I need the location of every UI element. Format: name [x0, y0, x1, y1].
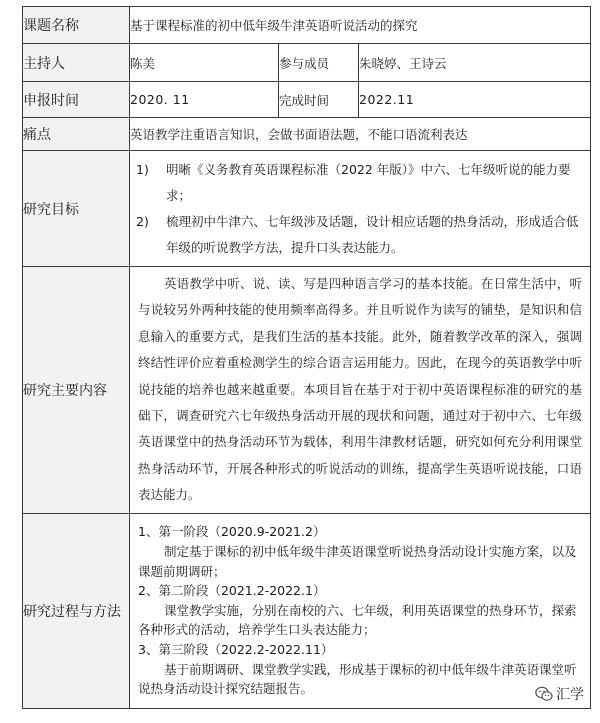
- finish-time-value: 2022.11: [359, 82, 591, 118]
- row-content: [23, 267, 591, 514]
- members-value: 朱晓婷、王诗云: [359, 44, 591, 82]
- row-host: [23, 44, 591, 82]
- goal-label: 研究目标: [23, 151, 130, 267]
- title-label: 课题名称: [23, 7, 130, 44]
- stage-description: 课堂教学实施，分别在南校的六、七年级，利用英语课堂的热身环节，探索各种形式的活动，培养学生口头表达能力；: [138, 602, 577, 638]
- content-text: 英语教学中听、说、读、写是四种语言学习的基本技能。在日常生活中，听与说较另外两种技能的使用频率高得多。并且听说作为读写的铺垫，是知识和信息输入的重要方式，是我们生活的基本技能。此外，随着教学改革的深入，强调终结性评价应着重检测学生的综合语言运用能力。因此，在现今的英语教学中听说技能的培养也越来越重要。本项目旨在基于对于初中英语课程标准的研究的基础下，调查研究六七年级热身活动开展的现状和问题，通过对于初中六、七年级英语课堂中的热身活动环节为载体，利用牛津教材话题，研究如何充分利用课堂热身活动环节，开展各种形式的听说活动的训练，提高学生英语听说技能，口语表达能力。: [138, 276, 582, 503]
- goal-text: 明晰《义务教育英语课程标准（2022 年版）》中六、七年级听说的能力要求；: [166, 161, 571, 203]
- goal-item: [134, 209, 582, 261]
- row-process: [23, 513, 591, 708]
- host-label: 主持人: [23, 44, 130, 82]
- goal-number: 1): [136, 161, 149, 177]
- goal-cell: [130, 151, 591, 267]
- apply-time-label: 申报时间: [23, 82, 130, 118]
- process-list: [130, 518, 590, 702]
- stage-description: 制定基于课标的初中低年级牛津英语课堂听说热身活动设计实施方案，以及课题前期调研；: [138, 544, 577, 579]
- finish-time-label: 完成时间: [279, 82, 359, 118]
- project-form-table: [22, 6, 591, 709]
- watermark: [535, 684, 584, 704]
- goal-number: 2): [136, 213, 149, 229]
- row-goals: [23, 151, 591, 267]
- row-pain: [23, 118, 591, 151]
- watermark-text: 汇学: [556, 687, 584, 703]
- stage-title: 1、第一阶段（2020.9-2021.2）: [138, 524, 326, 540]
- stage-title: 2、第二阶段（2021.2-2022.1）: [138, 583, 326, 599]
- row-title: [23, 7, 591, 44]
- wechat-logo-icon: [535, 686, 553, 702]
- goal-list: [130, 155, 590, 263]
- row-time: [23, 82, 591, 118]
- content-cell: [130, 267, 591, 514]
- apply-time-value: 2020. 11: [130, 82, 279, 118]
- process-cell: [130, 513, 591, 708]
- pain-label: 痛点: [23, 118, 130, 151]
- title-value: 基于课程标准的初中低年级牛津英语听说活动的探究: [130, 7, 591, 44]
- pain-value: 英语教学注重语言知识，会做书面语法题，不能口语流利表达: [130, 118, 591, 151]
- host-value: 陈美: [130, 44, 279, 82]
- process-label: 研究过程与方法: [23, 513, 130, 708]
- members-label: 参与成员: [279, 44, 359, 82]
- content-label: 研究主要内容: [23, 267, 130, 514]
- goal-item: [134, 157, 582, 209]
- goal-text: 梳理初中牛津六、七年级涉及话题，设计相应话题的热身活动，形成适合低年级的听说教学方法，提升口头表达能力。: [166, 213, 579, 255]
- stage-title: 3、第三阶段（2022.2-2022.11）: [138, 642, 334, 658]
- stage-description: 基于前期调研、课堂教学实践，形成基于课标的初中低年级牛津英语课堂听说热身活动设计探究结题报告。: [138, 661, 577, 697]
